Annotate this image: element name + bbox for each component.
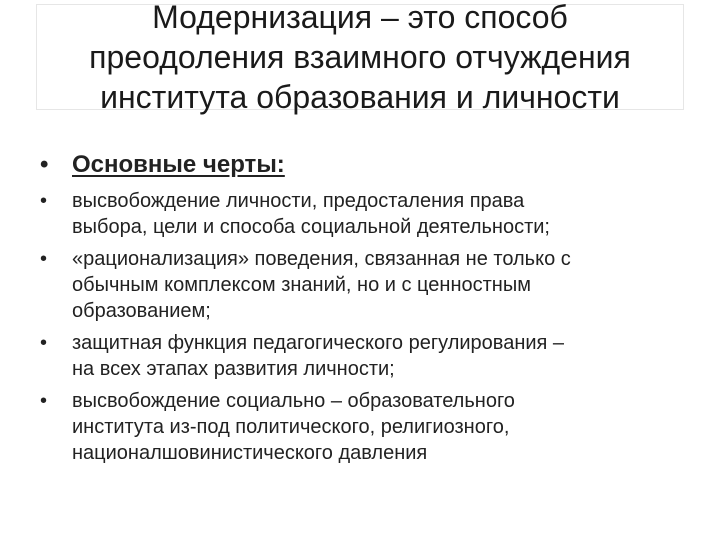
bullet-heading: [38, 150, 678, 180]
bullet-line: на всех этапах развития личности;: [72, 358, 395, 380]
bullet-line: • высвобождение личности, предосталения права: [72, 190, 525, 212]
heading-text: Основные черты:: [72, 151, 285, 178]
slide-content: [38, 150, 678, 472]
bullet-item: [38, 330, 678, 382]
bullet-item: [38, 188, 678, 240]
bullet-line: • высвобождение социально – образовательного: [72, 390, 515, 412]
slide-title: [89, 0, 631, 117]
bullet-line: образованием;: [72, 300, 211, 322]
bullet-line: института из-под политического, религиозного,: [72, 416, 510, 438]
bullet-list: [38, 150, 678, 466]
title-line: Модернизация – это способ: [152, 0, 568, 35]
bullet-line: националшовинистического давления: [72, 442, 428, 464]
bullet-line: • «рационализация» поведения, связанная не только с: [72, 248, 571, 270]
title-box: [36, 0, 684, 115]
bullet-item: [38, 246, 678, 324]
title-line: преодоления взаимного отчуждения: [89, 39, 631, 75]
bullet-item: [38, 388, 678, 466]
bullet-line: обычным комплексом знаний, но и с ценностным: [72, 274, 531, 296]
bullet-line: • защитная функция педагогического регулирования –: [72, 332, 565, 354]
title-line: института образования и личности: [100, 79, 620, 115]
bullet-line: выбора, цели и способа социальной деятельности;: [72, 216, 550, 238]
